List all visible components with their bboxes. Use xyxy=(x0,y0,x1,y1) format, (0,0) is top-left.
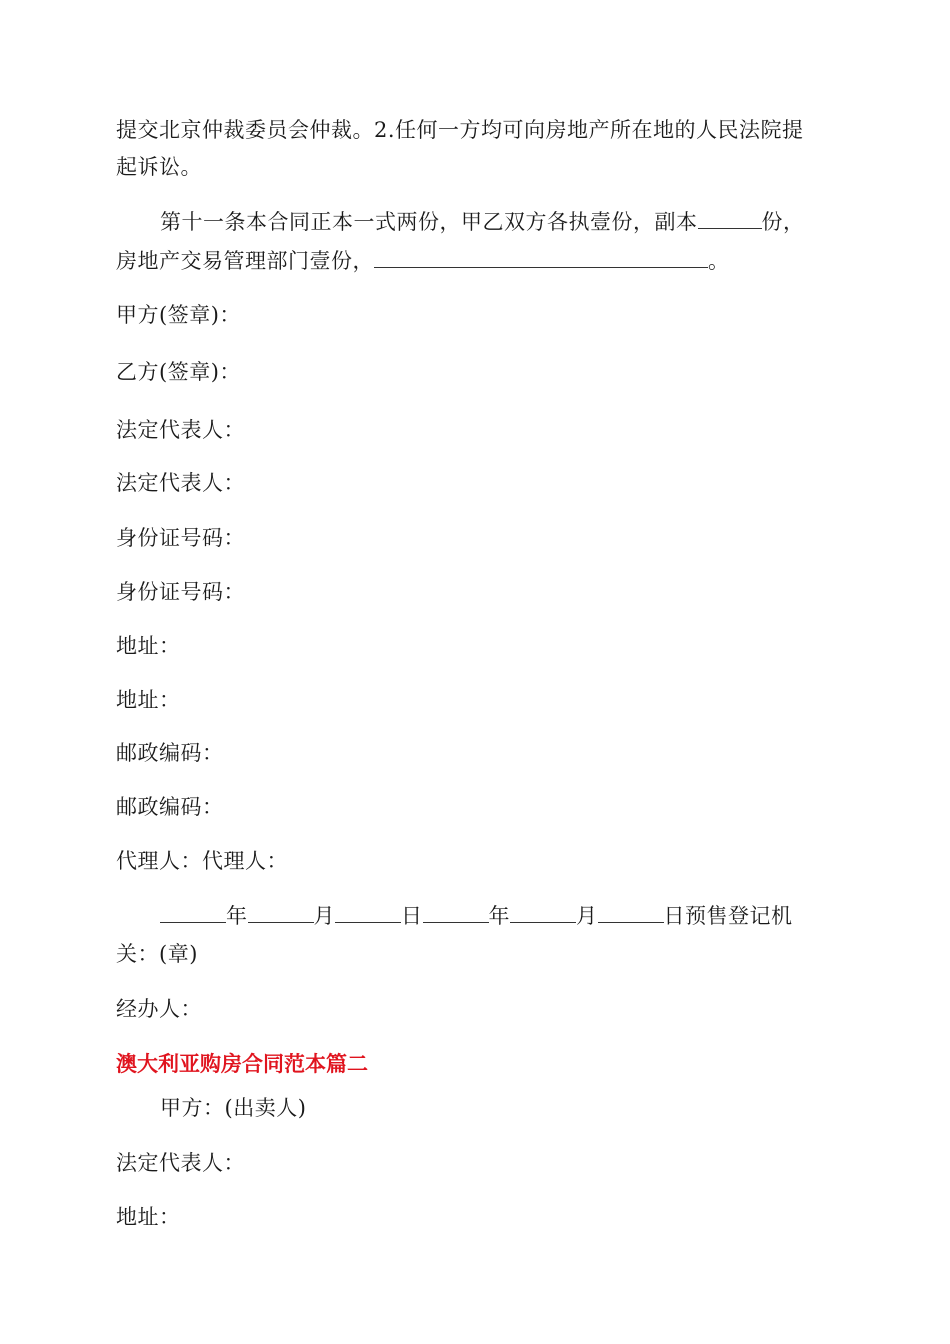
postal-code-label-1: 邮政编码： xyxy=(116,741,224,765)
month-blank-2 xyxy=(510,902,576,923)
clause-eleven-text-a: 第十一条本合同正本一式两份，甲乙双方各执壹份，副本 xyxy=(160,210,698,234)
year-label-1: 年 xyxy=(226,904,248,928)
paragraph-arbitration-line1: 提交北京仲裁委员会仲裁。2.任何一方均可向房地产所在地的人民法院提 xyxy=(116,118,804,142)
agents-label: 代理人：代理人： xyxy=(116,849,288,873)
paragraph-arbitration-line2: 起诉讼。 xyxy=(116,155,202,179)
clause-eleven-text-b: 份， xyxy=(761,210,805,234)
address-label-2: 地址： xyxy=(116,688,181,712)
year-label-2: 年 xyxy=(488,904,510,928)
year-blank-1 xyxy=(160,902,226,923)
day-blank-1 xyxy=(335,902,401,923)
legal-representative-label-1: 法定代表人： xyxy=(116,418,245,442)
day-blank-2 xyxy=(598,902,664,923)
legal-representative-label-3: 法定代表人： xyxy=(116,1151,245,1175)
month-label-1: 月 xyxy=(313,904,335,928)
id-number-label-2: 身份证号码： xyxy=(116,580,245,604)
id-number-label-1: 身份证号码： xyxy=(116,526,245,550)
date-registry-line1 xyxy=(160,902,793,930)
clause-eleven-line2 xyxy=(116,247,730,275)
registry-seal-label: 关：(章) xyxy=(116,942,198,966)
month-blank-1 xyxy=(248,902,314,923)
clause-eleven-text-c: 房地产交易管理部门壹份， xyxy=(116,249,374,273)
month-label-2: 月 xyxy=(576,904,598,928)
postal-code-label-2: 邮政编码： xyxy=(116,795,224,819)
section-title: 澳大利亚购房合同范本篇二 xyxy=(116,1052,368,1076)
handler-label: 经办人： xyxy=(116,997,202,1021)
day-label-1: 日 xyxy=(401,904,423,928)
address-label-3: 地址： xyxy=(116,1205,181,1229)
other-copy-blank xyxy=(374,247,708,268)
year-blank-2 xyxy=(423,902,489,923)
party-a-signature-label: 甲方(签章)： xyxy=(116,303,241,327)
registry-label: 日预售登记机 xyxy=(663,904,793,928)
address-label-1: 地址： xyxy=(116,634,181,658)
seller-label: 甲方：(出卖人) xyxy=(160,1096,307,1120)
legal-representative-label-2: 法定代表人： xyxy=(116,471,245,495)
clause-eleven-text-d: 。 xyxy=(708,249,730,273)
clause-eleven-line1 xyxy=(160,208,805,236)
copies-blank xyxy=(698,208,762,229)
party-b-signature-label: 乙方(签章)： xyxy=(116,360,241,384)
